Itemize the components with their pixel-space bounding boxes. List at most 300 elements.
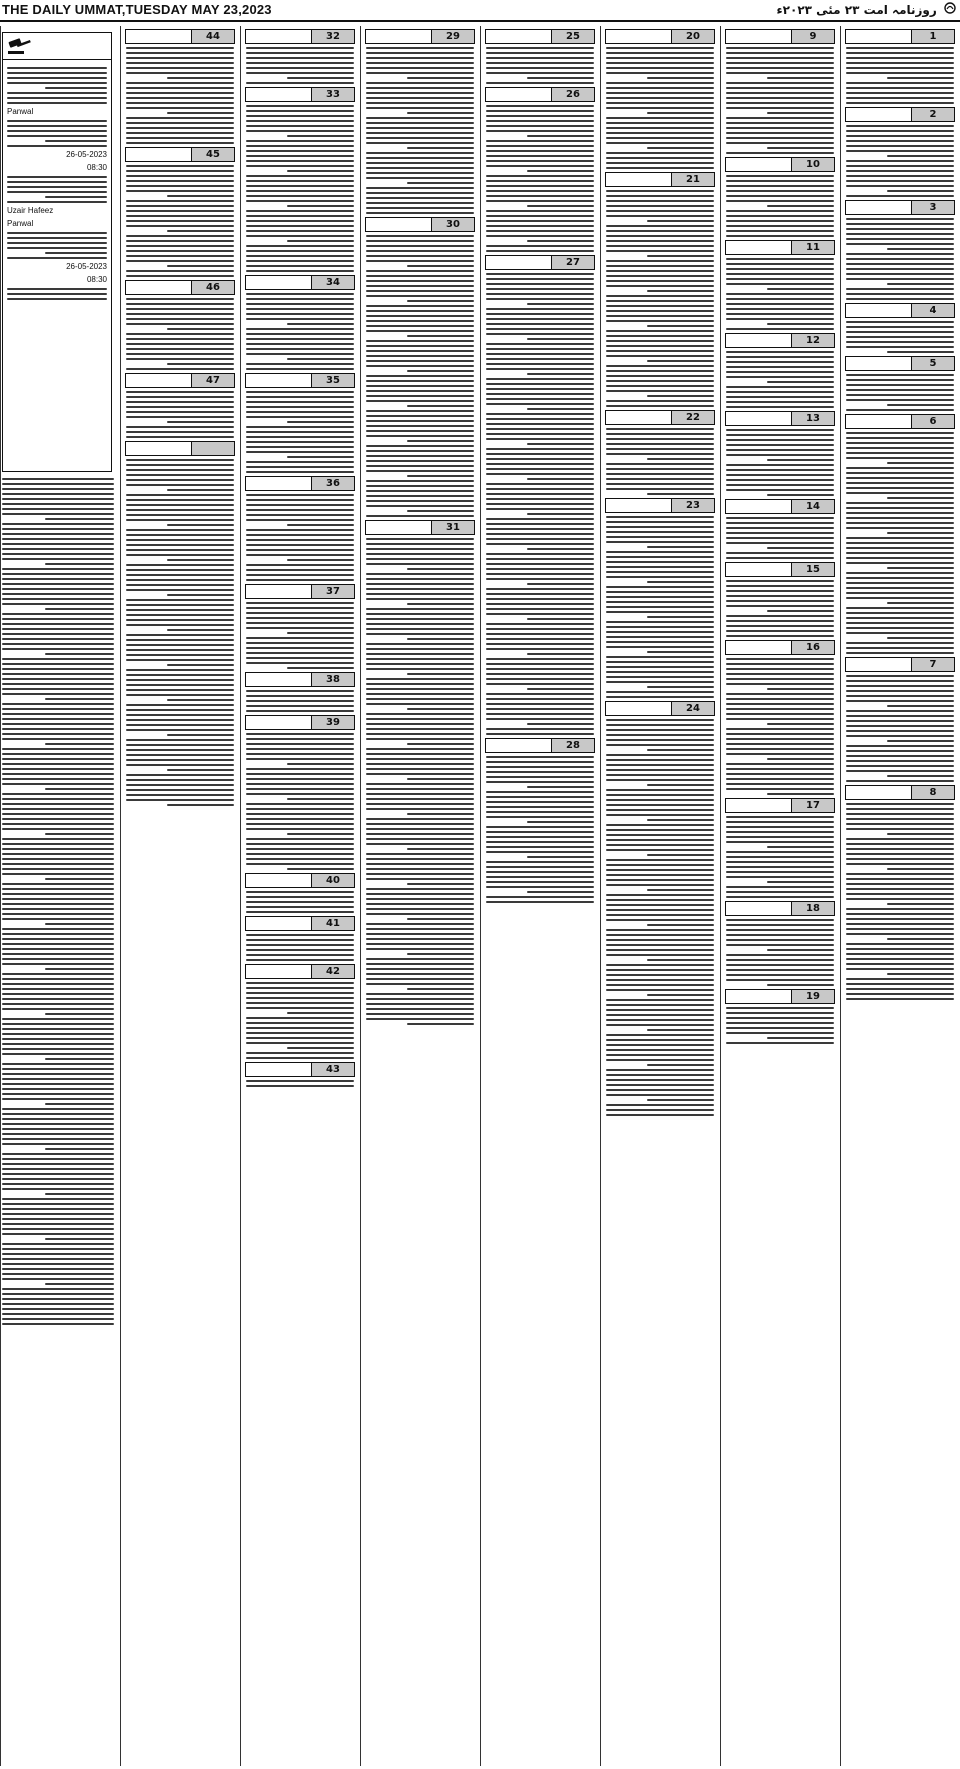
text-line: [407, 883, 474, 885]
text-line: [606, 102, 714, 104]
text-line: [366, 172, 474, 174]
column-2: [724, 26, 836, 1766]
text-line: [2, 503, 114, 505]
section-number: 18: [791, 902, 834, 915]
masthead-title-english: THE DAILY UMMAT,TUESDAY MAY 23,2023: [2, 2, 272, 17]
text-line: [726, 97, 834, 99]
classified-page: [0, 26, 960, 1769]
column-5: [364, 26, 476, 1766]
text-line: [287, 524, 354, 526]
text-line: [126, 784, 234, 786]
text-line: [126, 260, 234, 262]
text-line: [527, 135, 594, 137]
text-line: [7, 102, 107, 104]
text-line: [366, 62, 474, 64]
text-line: [606, 345, 714, 347]
text-line: [726, 308, 834, 310]
text-line: [606, 280, 714, 282]
text-line: [846, 998, 954, 1000]
text-line: [2, 658, 114, 660]
text-line: [486, 220, 594, 222]
text-line: [647, 77, 714, 79]
text-line: [2, 1143, 114, 1145]
text-line: [486, 328, 594, 330]
text-line: [7, 72, 107, 74]
text-line: [2, 988, 114, 990]
text-line: [606, 824, 714, 826]
text-line: [726, 72, 834, 74]
text-line: [606, 591, 714, 593]
section-number: 21: [671, 173, 714, 186]
text-line: [45, 743, 114, 745]
section-number: 5: [911, 357, 954, 370]
text-line: [246, 140, 354, 142]
text-line: [846, 735, 954, 737]
text-line: [246, 564, 354, 566]
text-line: [2, 913, 114, 915]
text-line: [486, 62, 594, 64]
text-line: [606, 794, 714, 796]
text-line: [846, 918, 954, 920]
text-line: [126, 205, 234, 207]
text-line: [606, 884, 714, 886]
section-number: 16: [791, 641, 834, 654]
text-line: [726, 439, 834, 441]
section-heading: [246, 374, 311, 387]
text-line: [366, 833, 474, 835]
text-line: [846, 150, 954, 152]
section-heading: [846, 786, 911, 799]
section-text: [124, 459, 236, 806]
text-line: [366, 107, 474, 109]
text-line: [366, 958, 474, 960]
text-line: [246, 539, 354, 541]
text-line: [366, 350, 474, 352]
text-line: [726, 698, 834, 700]
text-line: [726, 816, 834, 818]
section-text: [484, 756, 596, 903]
text-line: [606, 335, 714, 337]
text-line: [366, 1013, 474, 1015]
text-line: [486, 110, 594, 112]
text-line: [606, 949, 714, 951]
text-line: [846, 953, 954, 955]
text-line: [726, 1007, 834, 1009]
text-line: [2, 938, 114, 940]
text-line: [726, 595, 834, 597]
text-line: [2, 1023, 114, 1025]
court-notice-box: [2, 32, 112, 472]
text-line: [366, 563, 474, 565]
text-line: [606, 275, 714, 277]
text-line: [486, 47, 594, 49]
text-line: [846, 730, 954, 732]
section-number: 46: [191, 281, 234, 294]
text-line: [527, 303, 594, 305]
text-line: [486, 603, 594, 605]
text-line: [246, 504, 354, 506]
text-line: [2, 828, 114, 830]
text-line: [606, 804, 714, 806]
text-line: [726, 474, 834, 476]
text-line: [846, 943, 954, 945]
section-number: 40: [311, 874, 354, 887]
text-line: [846, 87, 954, 89]
text-line: [246, 200, 354, 202]
text-line: [606, 1089, 714, 1091]
text-line: [846, 680, 954, 682]
text-line: [366, 137, 474, 139]
text-line: [2, 1188, 114, 1190]
text-line: [486, 871, 594, 873]
text-line: [486, 593, 594, 595]
section-text: [124, 165, 236, 277]
text-line: [486, 155, 594, 157]
text-line: [846, 878, 954, 880]
text-line: [366, 718, 474, 720]
text-line: [407, 708, 474, 710]
text-line: [126, 180, 234, 182]
text-line: [486, 483, 594, 485]
text-line: [366, 583, 474, 585]
text-line: [846, 745, 954, 747]
text-line: [167, 112, 234, 114]
text-line: [2, 973, 114, 975]
section-text: [724, 816, 836, 898]
text-line: [527, 443, 594, 445]
text-line: [726, 328, 834, 330]
text-line: [606, 606, 714, 608]
text-line: [606, 72, 714, 74]
text-line: [726, 469, 834, 471]
text-line: [126, 674, 234, 676]
text-line: [726, 175, 834, 177]
text-line: [246, 105, 354, 107]
section-text: [364, 235, 476, 517]
text-line: [366, 613, 474, 615]
text-line: [606, 215, 714, 217]
text-line: [647, 255, 714, 257]
text-line: [126, 82, 234, 84]
text-line: [726, 821, 834, 823]
text-line: [726, 615, 834, 617]
text-line: [2, 1173, 114, 1175]
text-line: [167, 230, 234, 232]
text-line: [486, 523, 594, 525]
text-line: [527, 513, 594, 515]
text-line: [726, 434, 834, 436]
section-header: [725, 411, 835, 426]
text-line: [246, 1027, 354, 1029]
text-line: [246, 165, 354, 167]
text-line: [606, 844, 714, 846]
text-line: [366, 490, 474, 492]
section-text: [724, 580, 836, 637]
text-line: [726, 230, 834, 232]
text-line: [2, 1073, 114, 1075]
text-line: [366, 668, 474, 670]
text-line: [366, 450, 474, 452]
text-line: [2, 1288, 114, 1290]
text-line: [846, 477, 954, 479]
section-text: [244, 494, 356, 581]
text-line: [126, 474, 234, 476]
text-line: [126, 303, 234, 305]
text-line: [606, 310, 714, 312]
text-line: [726, 479, 834, 481]
text-line: [606, 488, 714, 490]
text-line: [726, 668, 834, 670]
text-line: [2, 723, 114, 725]
text-line: [246, 838, 354, 840]
text-line: [726, 132, 834, 134]
section-number: 2: [911, 108, 954, 121]
text-line: [606, 531, 714, 533]
text-line: [2, 663, 114, 665]
section-text: [484, 47, 596, 84]
text-line: [45, 518, 114, 520]
text-line: [2, 1083, 114, 1085]
section-heading: [246, 673, 311, 686]
text-line: [126, 348, 234, 350]
masthead: [0, 0, 960, 22]
text-line: [606, 576, 714, 578]
text-line: [486, 283, 594, 285]
text-line: [366, 380, 474, 382]
text-line: [246, 954, 354, 956]
text-line: [246, 190, 354, 192]
text-line: [2, 843, 114, 845]
text-line: [366, 270, 474, 272]
text-line: [606, 859, 714, 861]
text-line: [486, 145, 594, 147]
text-line: [366, 425, 474, 427]
text-line: [2, 758, 114, 760]
text-line: [126, 308, 234, 310]
section-heading: [366, 218, 431, 231]
text-line: [407, 475, 474, 477]
text-line: [726, 283, 834, 285]
text-line: [606, 834, 714, 836]
text-line: [527, 856, 594, 858]
text-line: [2, 813, 114, 815]
text-line: [726, 318, 834, 320]
text-line: [486, 708, 594, 710]
section-heading: [846, 30, 911, 43]
text-line: [846, 97, 954, 99]
text-line: [846, 273, 954, 275]
text-line: [246, 705, 354, 707]
text-line: [606, 809, 714, 811]
text-line: [2, 1028, 114, 1030]
text-line: [45, 833, 114, 835]
text-line: [366, 97, 474, 99]
text-line: [2, 1198, 114, 1200]
section-header: [485, 255, 595, 270]
text-line: [846, 853, 954, 855]
text-line: [726, 871, 834, 873]
text-line: [527, 618, 594, 620]
text-line: [846, 346, 954, 348]
text-line: [647, 581, 714, 583]
text-line: [726, 964, 834, 966]
text-line: [246, 47, 354, 49]
text-line: [726, 215, 834, 217]
text-line: [2, 708, 114, 710]
text-line: [606, 67, 714, 69]
text-line: [486, 125, 594, 127]
text-line: [366, 943, 474, 945]
text-line: [126, 459, 234, 461]
text-line: [2, 578, 114, 580]
text-line: [126, 127, 234, 129]
text-line: [846, 487, 954, 489]
text-line: [2, 1068, 114, 1070]
text-line: [246, 125, 354, 127]
section-header: [725, 640, 835, 655]
text-line: [887, 351, 954, 353]
text-line: [726, 180, 834, 182]
text-line: [846, 720, 954, 722]
text-line: [366, 643, 474, 645]
text-line: [287, 559, 354, 561]
text-line: [287, 170, 354, 172]
text-line: [126, 514, 234, 516]
text-line: [2, 523, 114, 525]
text-line: [366, 788, 474, 790]
text-line: [846, 592, 954, 594]
text-line: [726, 713, 834, 715]
text-line: [486, 623, 594, 625]
text-line: [726, 517, 834, 519]
column-rule: [360, 26, 361, 1766]
section-text: [724, 1007, 836, 1044]
text-line: [486, 413, 594, 415]
text-line: [287, 323, 354, 325]
text-line: [246, 549, 354, 551]
text-line: [2, 558, 114, 560]
section-heading: [126, 374, 191, 387]
text-line: [606, 764, 714, 766]
text-line: [486, 225, 594, 227]
text-line: [846, 760, 954, 762]
text-line: [527, 653, 594, 655]
notice-body: [3, 60, 111, 307]
text-line: [366, 558, 474, 560]
text-line: [366, 768, 474, 770]
text-line: [606, 92, 714, 94]
notice-name: Panwal: [7, 219, 34, 228]
text-line: [726, 683, 834, 685]
text-line: [846, 180, 954, 182]
text-line: [486, 806, 594, 808]
text-line: [606, 934, 714, 936]
text-line: [726, 557, 834, 559]
text-line: [606, 829, 714, 831]
text-line: [486, 160, 594, 162]
text-line: [366, 648, 474, 650]
text-line: [846, 238, 954, 240]
text-line: [366, 345, 474, 347]
text-line: [606, 365, 714, 367]
text-line: [486, 573, 594, 575]
text-line: [846, 983, 954, 985]
text-line: [846, 808, 954, 810]
text-line: [366, 505, 474, 507]
text-line: [726, 142, 834, 144]
column-rule: [0, 26, 1, 1766]
text-line: [887, 497, 954, 499]
text-line: [366, 435, 474, 437]
text-line: [606, 964, 714, 966]
text-line: [246, 368, 354, 370]
text-line: [767, 723, 834, 725]
section-number: 12: [791, 334, 834, 347]
text-line: [246, 67, 354, 69]
text-line: [846, 293, 954, 295]
section-number: 36: [311, 477, 354, 490]
text-line: [846, 755, 954, 757]
text-line: [846, 928, 954, 930]
text-line: [486, 180, 594, 182]
text-line: [246, 195, 354, 197]
text-line: [126, 464, 234, 466]
text-line: [2, 1318, 114, 1320]
text-line: [246, 911, 354, 913]
text-line: [846, 948, 954, 950]
section-number: 30: [431, 218, 474, 231]
text-line: [246, 225, 354, 227]
text-line: [126, 215, 234, 217]
text-line: [167, 734, 234, 736]
text-line: [126, 255, 234, 257]
text-line: [486, 683, 594, 685]
text-line: [2, 1128, 114, 1130]
text-line: [2, 783, 114, 785]
section-header: [725, 499, 835, 514]
text-line: [486, 235, 594, 237]
text-line: [2, 1243, 114, 1245]
text-line: [606, 646, 714, 648]
text-line: [606, 516, 714, 518]
text-line: [606, 1009, 714, 1011]
text-line: [126, 604, 234, 606]
section-header: [245, 672, 355, 687]
text-line: [767, 984, 834, 986]
text-line: [2, 643, 114, 645]
text-line: [606, 265, 714, 267]
text-line: [846, 437, 954, 439]
text-line: [767, 112, 834, 114]
text-line: [2, 1168, 114, 1170]
text-line: [726, 67, 834, 69]
text-line: [366, 683, 474, 685]
gavel-icon: [7, 37, 35, 59]
text-line: [606, 586, 714, 588]
text-line: [366, 678, 474, 680]
text-line: [167, 629, 234, 631]
text-line: [2, 1008, 114, 1010]
text-line: [167, 524, 234, 526]
text-line: [366, 698, 474, 700]
text-line: [246, 150, 354, 152]
text-line: [527, 408, 594, 410]
text-line: [246, 607, 354, 609]
text-line: [767, 323, 834, 325]
text-line: [486, 72, 594, 74]
text-line: [246, 270, 354, 272]
text-line: [126, 62, 234, 64]
